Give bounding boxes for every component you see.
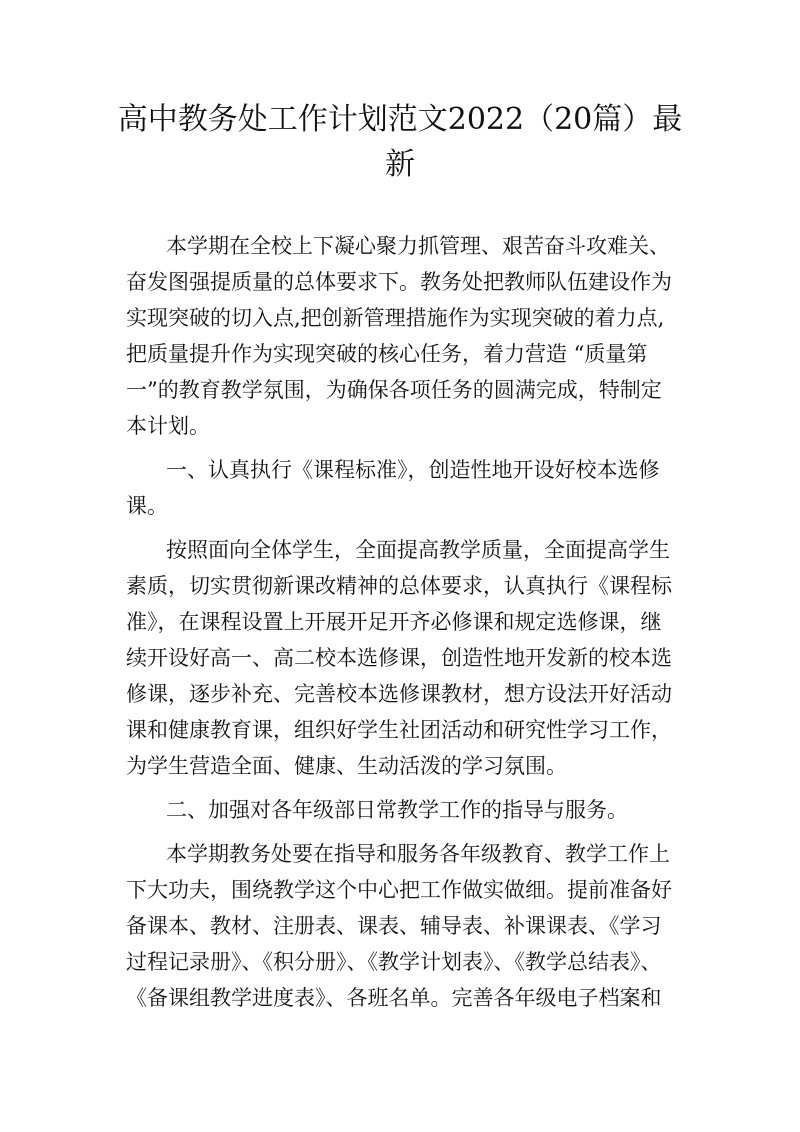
paragraph-line: 过程记录册》、《积分册》、《教学计划表》、《教学总结表》、 xyxy=(126,950,662,974)
paragraph-line: 本学期在全校上下凝心聚力抓管理、艰苦奋斗攻难关、 xyxy=(166,234,670,258)
paragraph-line: 下大功夫，围绕教学这个中心把工作做实做细。提前准备好 xyxy=(126,878,672,902)
document-title-line-2: 新 xyxy=(385,147,415,182)
section-heading-line: 课。 xyxy=(126,494,168,518)
paragraph-line: 本学期教务处要在指导和服务各年级教育、教学工作上 xyxy=(166,842,670,866)
paragraph-line: 修课，逐步补充、完善校本选修课教材，想方设法开好活动 xyxy=(126,682,672,706)
paragraph-line: 续开设好高一、高二校本选修课，创造性地开发新的校本选 xyxy=(126,646,672,670)
paragraph-line: 为学生营造全面、健康、生动活泼的学习氛围。 xyxy=(126,754,567,778)
paragraph-line: 按照面向全体学生，全面提高教学质量，全面提高学生 xyxy=(166,538,670,562)
paragraph-line: 备课本、教材、注册表、课表、辅导表、补课课表、《学习 xyxy=(126,914,662,938)
paragraph-line: 实现突破的切入点,把创新管理措施作为实现突破的着力点, xyxy=(126,306,665,330)
section-heading-line: 二、加强对各年级部日常教学工作的指导与服务。 xyxy=(166,798,628,822)
document-title-line-1: 高中教务处工作计划范文2022（20篇）最 xyxy=(117,102,683,137)
paragraph-line: 一”的教育教学氛围，为确保各项任务的圆满完成，特制定 xyxy=(126,378,662,402)
paragraph-line: 把质量提升作为实现突破的核心任务，着力营造 “质量第 xyxy=(126,342,648,366)
paragraph-line: 准》，在课程设置上开展开足开齐必修课和规定选修课，继 xyxy=(126,610,662,634)
paragraph-line: 课和健康教育课，组织好学生社团活动和研究性学习工作， xyxy=(126,718,672,742)
paragraph-line: 本计划。 xyxy=(126,414,210,438)
paragraph-line: 奋发图强提质量的总体要求下。教务处把教师队伍建设作为 xyxy=(126,270,672,294)
section-heading-line: 一、认真执行《课程标准》，创造性地开设好校本选修 xyxy=(166,458,660,482)
paragraph-line: 素质，切实贯彻新课改精神的总体要求，认真执行《课程标 xyxy=(126,574,672,598)
paragraph-line: 《备课组教学进度表》、各班名单。完善各年级电子档案和 xyxy=(126,986,662,1010)
